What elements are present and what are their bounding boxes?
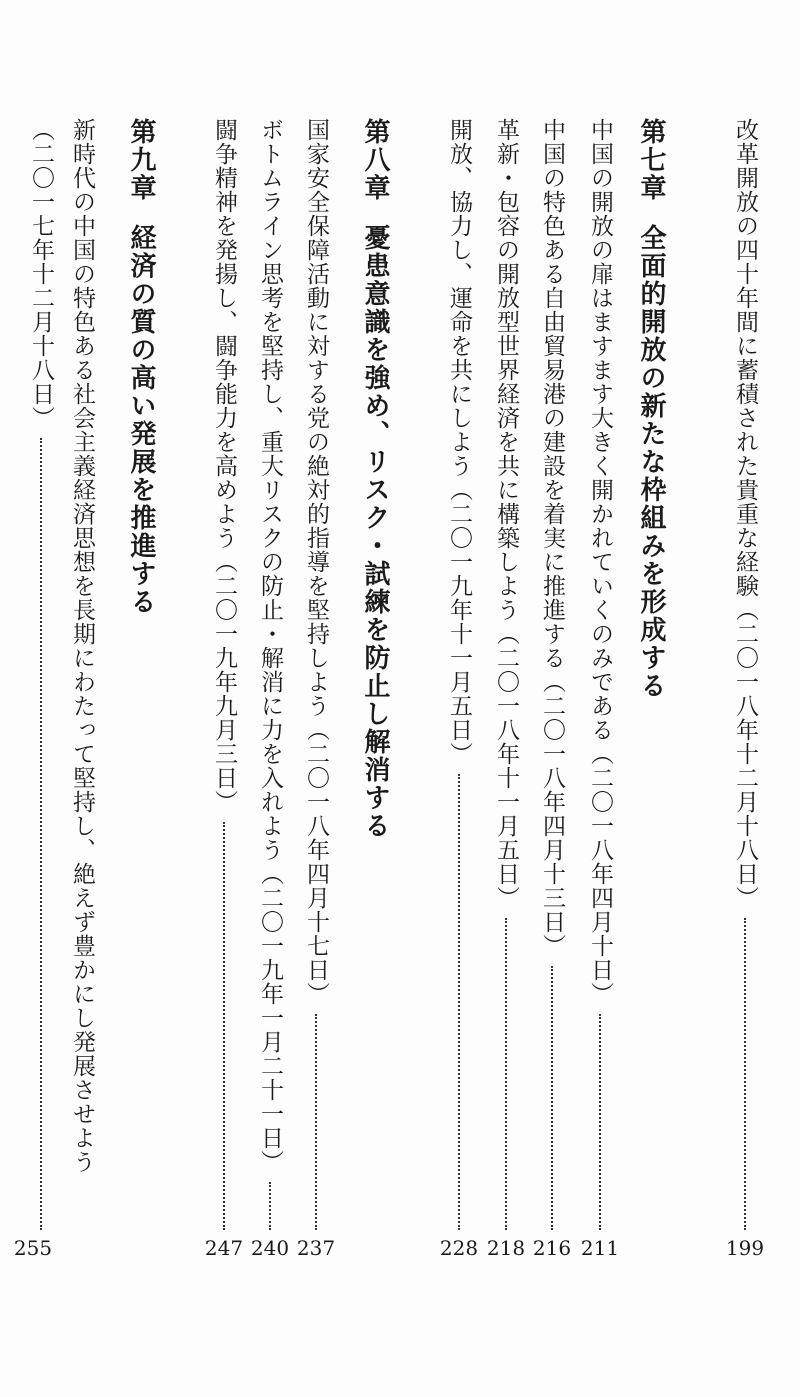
chapter-heading (128, 118, 154, 1230)
chapter-title: 全面的開放の新たな枠組みを形成する (636, 224, 666, 700)
page-number: 218 (486, 1236, 526, 1260)
toc-entry-title: 国家安全保障活動に対する党の絶対的指導を堅持しよう（二〇一八年四月十七日） (303, 118, 329, 1006)
page-number: 228 (439, 1236, 479, 1260)
chapter-heading (638, 118, 664, 1230)
toc-entry[interactable] (540, 118, 563, 1230)
toc-entry[interactable] (212, 118, 235, 1230)
page-number: 216 (532, 1236, 572, 1260)
toc-entry-title: 中国の特色ある自由貿易港の建設を着実に推進する（二〇一八年四月十三日） (539, 118, 565, 958)
chapter-number: 第九章 (126, 118, 156, 202)
dot-leader (505, 918, 507, 1230)
toc-entry-title: 革新・包容の開放型世界経済を共に構築しよう（二〇一八年十一月五日） (493, 118, 519, 910)
page-number: 211 (580, 1236, 620, 1260)
toc-entry[interactable] (494, 118, 517, 1230)
toc-entry[interactable] (258, 118, 281, 1230)
toc-entry-continuation[interactable] (29, 118, 52, 1230)
page-number: 255 (13, 1236, 53, 1260)
toc-entry[interactable] (70, 118, 93, 1230)
chapter-heading (362, 118, 388, 1230)
chapter-number: 第八章 (360, 118, 390, 202)
chapter-number: 第七章 (636, 118, 666, 202)
dot-leader (315, 1014, 317, 1230)
toc-entry[interactable] (447, 118, 470, 1230)
page-number: 240 (250, 1236, 290, 1260)
toc-entry[interactable] (304, 118, 327, 1230)
toc-entry[interactable] (733, 118, 756, 1230)
toc-entry-title: 新時代の中国の特色ある社会主義経済思想を長期にわたって堅持し、絶えず豊かにし発展させよう (69, 118, 95, 1174)
dot-leader (458, 774, 460, 1230)
toc-entry-title: 闘争精神を発揚し、闘争能力を高めよう（二〇一九年九月三日） (211, 118, 237, 814)
dot-leader (40, 438, 42, 1230)
page-number: 247 (204, 1236, 244, 1260)
toc-entry-date: （二〇一七年十二月十八日） (28, 118, 54, 430)
dot-leader (223, 822, 225, 1230)
page-number: 199 (725, 1236, 765, 1260)
dot-leader (551, 966, 553, 1230)
toc-entry-title: 改革開放の四十年間に蓄積された貴重な経験（二〇一八年十二月十八日） (732, 118, 758, 910)
chapter-title: 経済の質の高い発展を推進する (126, 224, 156, 616)
page-number: 237 (296, 1236, 336, 1260)
toc-entry[interactable] (588, 118, 611, 1230)
dot-leader (269, 1182, 271, 1230)
dot-leader (599, 1014, 601, 1230)
chapter-title: 憂患意識を強め、リスク・試練を防止し解消する (360, 224, 390, 840)
dot-leader (744, 918, 746, 1230)
toc-entry-title: 中国の開放の扉はますます大きく開かれていくのみである（二〇一八年四月十日） (587, 118, 613, 1006)
toc-entry-title: 開放、協力し、運命を共にしよう（二〇一九年十一月五日） (446, 118, 472, 766)
toc-entry-title: ボトムライン思考を堅持し、重大リスクの防止・解消に力を入れよう（二〇一九年一月二十一日） (257, 118, 283, 1174)
